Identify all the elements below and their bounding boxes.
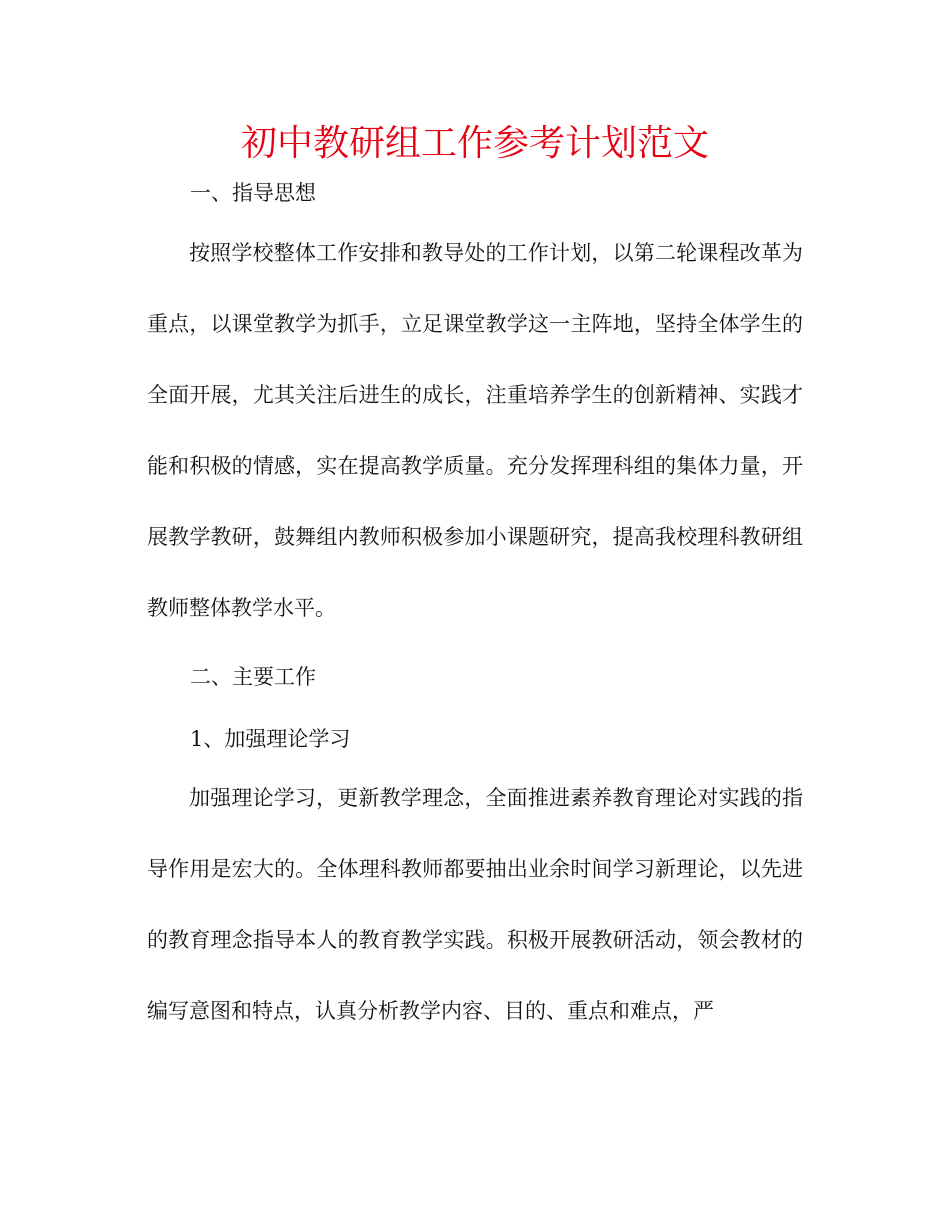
- paragraph-theory-study: 加强理论学习，更新教学理念，全面推进素养教育理论对实践的指导作用是宏大的。全体理科教师都要抽出业余时间学习新理论，以先进的教育理念指导本人的教育教学实践。积极开展教研活动，领会教材的编写意图和特点，认真分析教学内容、目的、重点和难点，严: [147, 786, 803, 1023]
- section-heading-main-work: 二、主要工作: [190, 665, 316, 689]
- subsection-heading-theory-study: 1、加强理论学习: [190, 727, 351, 751]
- section-heading-guiding-ideology: 一、指导思想: [190, 181, 316, 205]
- document-title: 初中教研组工作参考计划范文: [240, 123, 709, 164]
- paragraph-guiding-ideology: 按照学校整体工作安排和教导处的工作计划，以第二轮课程改革为重点，以课堂教学为抓手，立足课堂教学这一主阵地，坚持全体学生的全面开展，尤其关注后进生的成长，注重培养学生的创新精神、实践才能和积极的情感，实在提高教学质量。充分发挥理科组的集体力量，开展教学教研，鼓舞组内教师积极参加小课题研究，提高我校理科教研组教师整体教学水平。: [147, 241, 803, 620]
